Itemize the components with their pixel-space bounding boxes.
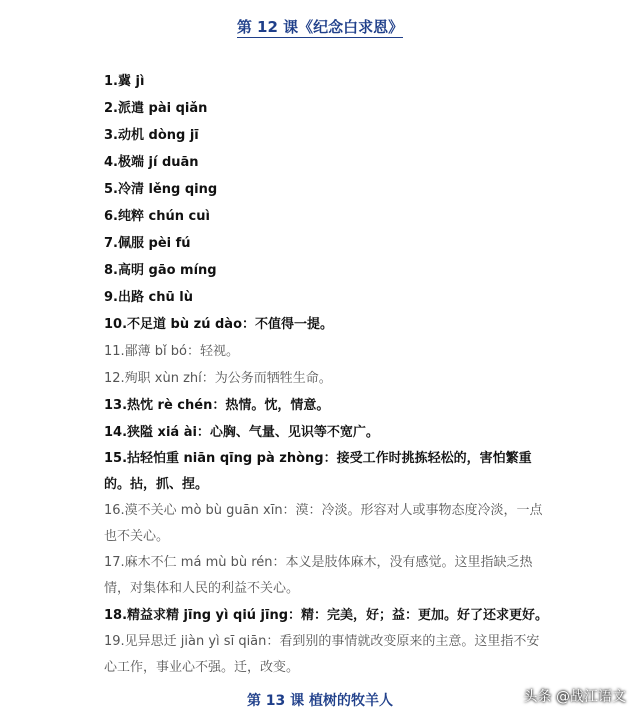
vocab-item-9: 9.出路 chū lù: [104, 290, 193, 305]
lesson-title-text: 第 12 课《纪念白求恩》: [236, 18, 404, 36]
vocabulary-list: [104, 68, 549, 681]
vocab-item-6: 6.纯粹 chún cuì: [104, 209, 210, 224]
vocab-item-3: 3.动机 dòng jī: [104, 128, 199, 143]
vocab-item-17: 17.麻木不仁 má mù bù rén：本义是肢体麻木，没有感觉。这里指缺乏热情，对集体和人民的利益不关心。: [104, 555, 533, 596]
vocab-item-4: 4.极端 jí duān: [104, 155, 199, 170]
vocab-item-11: 11.鄙薄 bǐ bó：轻视。: [104, 344, 240, 359]
vocab-item-7: 7.佩服 pèi fú: [104, 236, 191, 251]
vocab-item-12: 12.殉职 xùn zhí：为公务而牺牲生命。: [104, 371, 332, 386]
vocab-item-2: 2.派遣 pài qiǎn: [104, 101, 208, 116]
vocab-item-10: 10.不足道 bù zú dào：不值得一提。: [104, 317, 333, 332]
lesson-title: [0, 16, 640, 37]
vocab-item-14: 14.狭隘 xiá ài：心胸、气量、见识等不宽广。: [104, 425, 379, 440]
vocab-item-16: 16.漠不关心 mò bù guān xīn：漠：冷淡。形容对人或事物态度冷淡，一点也不关心。: [104, 503, 543, 544]
vocab-item-19: 19.见异思迁 jiàn yì sī qiān：看到别的事情就改变原来的主意。这里指不安心工作，事业心不强。迁，改变。: [104, 634, 540, 675]
vocab-item-8: 8.高明 gāo míng: [104, 263, 217, 278]
next-lesson-title: 第 13 课 植树的牧羊人: [246, 693, 394, 709]
vocab-item-18: 18.精益求精 jīng yì qiú jīng：精：完美，好；益：更加。好了还求更好。: [104, 608, 549, 623]
vocab-item-5: 5.冷清 lěng qing: [104, 182, 218, 197]
vocab-item-15: 15.拈轻怕重 niān qīng pà zhòng：接受工作时挑拣轻松的，害怕繁重的。拈，抓、捏。: [104, 451, 532, 492]
vocab-item-13: 13.热忱 rè chén：热情。忱，情意。: [104, 398, 330, 413]
watermark: 头条 @战江语文: [523, 689, 626, 705]
vocab-item-1: 1.冀 jì: [104, 74, 145, 89]
